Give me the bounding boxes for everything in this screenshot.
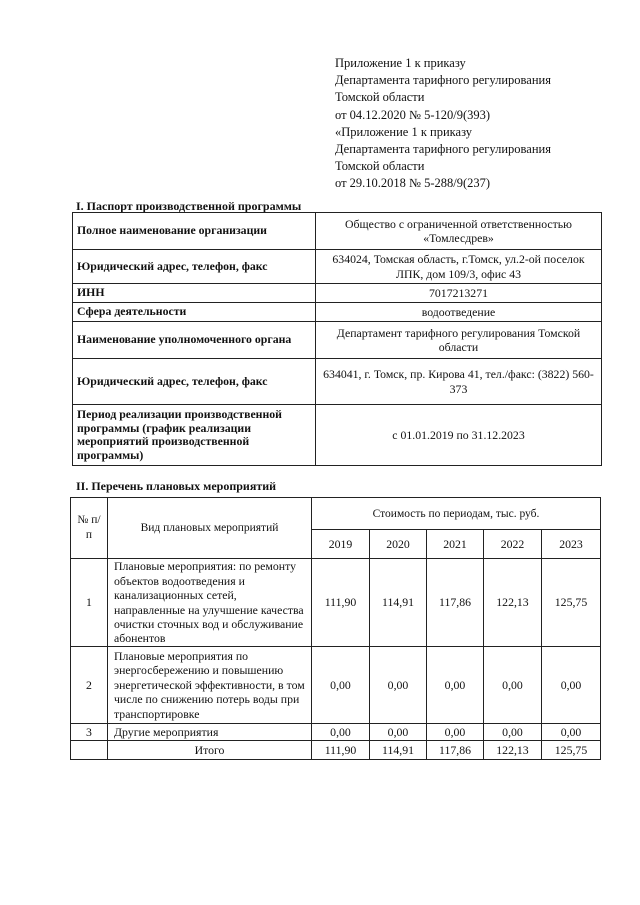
- passport-value: 634024, Томская область, г.Томск, ул.2-ой поселок ЛПК, дом 109/3, офис 43: [316, 250, 602, 284]
- year-header: 2022: [484, 530, 542, 559]
- passport-row: [73, 322, 602, 359]
- header-line: Департамента тарифного регулирования: [335, 73, 551, 88]
- year-header: 2019: [312, 530, 370, 559]
- total-number-cell: [71, 741, 108, 760]
- activity-name: Плановые мероприятия: по ремонту объектов водоотведения и канализационных сетей, направленные на улучшение качества очистки сточных вод и обслуживание абонентов: [108, 559, 312, 647]
- total-cell: 111,90: [312, 741, 370, 760]
- cost-cell: 0,00: [542, 724, 601, 741]
- passport-value: 634041, г. Томск, пр. Кирова 41, тел./факс: (3822) 560-373: [316, 359, 602, 405]
- cost-cell: 0,00: [312, 647, 370, 724]
- header-line: Приложение 1 к приказу: [335, 56, 466, 70]
- total-cell: 125,75: [542, 741, 601, 760]
- cost-cell: 0,00: [484, 647, 542, 724]
- cost-cell: 125,75: [542, 559, 601, 647]
- header-line: Департамента тарифного регулирования: [335, 142, 551, 157]
- cost-cell: 117,86: [427, 559, 484, 647]
- passport-value: 7017213271: [316, 284, 602, 303]
- passport-label: Наименование уполномоченного органа: [73, 322, 316, 359]
- passport-label: Юридический адрес, телефон, факс: [73, 250, 316, 284]
- header-line: Томской области: [335, 159, 425, 174]
- header-row: [71, 498, 601, 530]
- passport-value: Департамент тарифного регулирования Томской области: [316, 322, 602, 359]
- header-line: Томской области: [335, 90, 425, 105]
- total-row: [71, 741, 601, 760]
- passport-row: [73, 284, 602, 303]
- passport-label: ИНН: [73, 284, 316, 303]
- passport-row: [73, 213, 602, 250]
- passport-label: Полное наименование организации: [73, 213, 316, 250]
- cost-cell: 0,00: [312, 724, 370, 741]
- activities-table: [70, 497, 601, 760]
- cost-cell: 114,91: [370, 559, 427, 647]
- activity-name: Другие мероприятия: [108, 724, 312, 741]
- total-label: Итого: [108, 741, 312, 760]
- cost-cell: 0,00: [484, 724, 542, 741]
- col-cost-header: Стоимость по периодам, тыс. руб.: [312, 498, 601, 530]
- total-cell: 114,91: [370, 741, 427, 760]
- row-number: 3: [71, 724, 108, 741]
- header-line: от 29.10.2018 № 5-288/9(237): [335, 176, 491, 191]
- cost-cell: 0,00: [370, 647, 427, 724]
- col-activity-header: Вид плановых мероприятий: [108, 498, 312, 559]
- section-2-title: II. Перечень плановых мероприятий: [76, 479, 277, 493]
- cost-cell: 0,00: [427, 724, 484, 741]
- table-row: [71, 724, 601, 741]
- year-header: 2020: [370, 530, 427, 559]
- passport-label: Юридический адрес, телефон, факс: [73, 359, 316, 405]
- cost-cell: 122,13: [484, 559, 542, 647]
- passport-row: [73, 303, 602, 322]
- col-number-header: № п/п: [71, 498, 108, 559]
- table-row: [71, 647, 601, 724]
- passport-value: водоотведение: [316, 303, 602, 322]
- passport-value: Общество с ограниченной ответственностью «Томлесдрев»: [316, 213, 602, 250]
- passport-label: Сфера деятельности: [73, 303, 316, 322]
- cost-cell: 111,90: [312, 559, 370, 647]
- section-1-title: I. Паспорт производственной программы: [76, 199, 302, 213]
- header-line: «Приложение 1 к приказу: [335, 124, 473, 139]
- row-number: 2: [71, 647, 108, 724]
- header-line: от 04.12.2020 № 5-120/9(393): [335, 107, 491, 122]
- row-number: 1: [71, 559, 108, 647]
- cost-cell: 0,00: [370, 724, 427, 741]
- table-row: [71, 559, 601, 647]
- order-header: [335, 55, 625, 193]
- passport-row: [73, 250, 602, 284]
- activity-name: Плановые мероприятия по энергосбережению и повышению энергетической эффективности, в том числе по снижению потерь воды при транспортировке: [108, 647, 312, 724]
- passport-row: [73, 405, 602, 466]
- year-header: 2021: [427, 530, 484, 559]
- total-cell: 117,86: [427, 741, 484, 760]
- cost-cell: 0,00: [427, 647, 484, 724]
- year-header: 2023: [542, 530, 601, 559]
- passport-table: [72, 212, 602, 466]
- passport-value: с 01.01.2019 по 31.12.2023: [316, 405, 602, 466]
- passport-label: Период реализации производственной программы (график реализации мероприятий производственной программы): [73, 405, 316, 466]
- cost-cell: 0,00: [542, 647, 601, 724]
- total-cell: 122,13: [484, 741, 542, 760]
- passport-row: [73, 359, 602, 405]
